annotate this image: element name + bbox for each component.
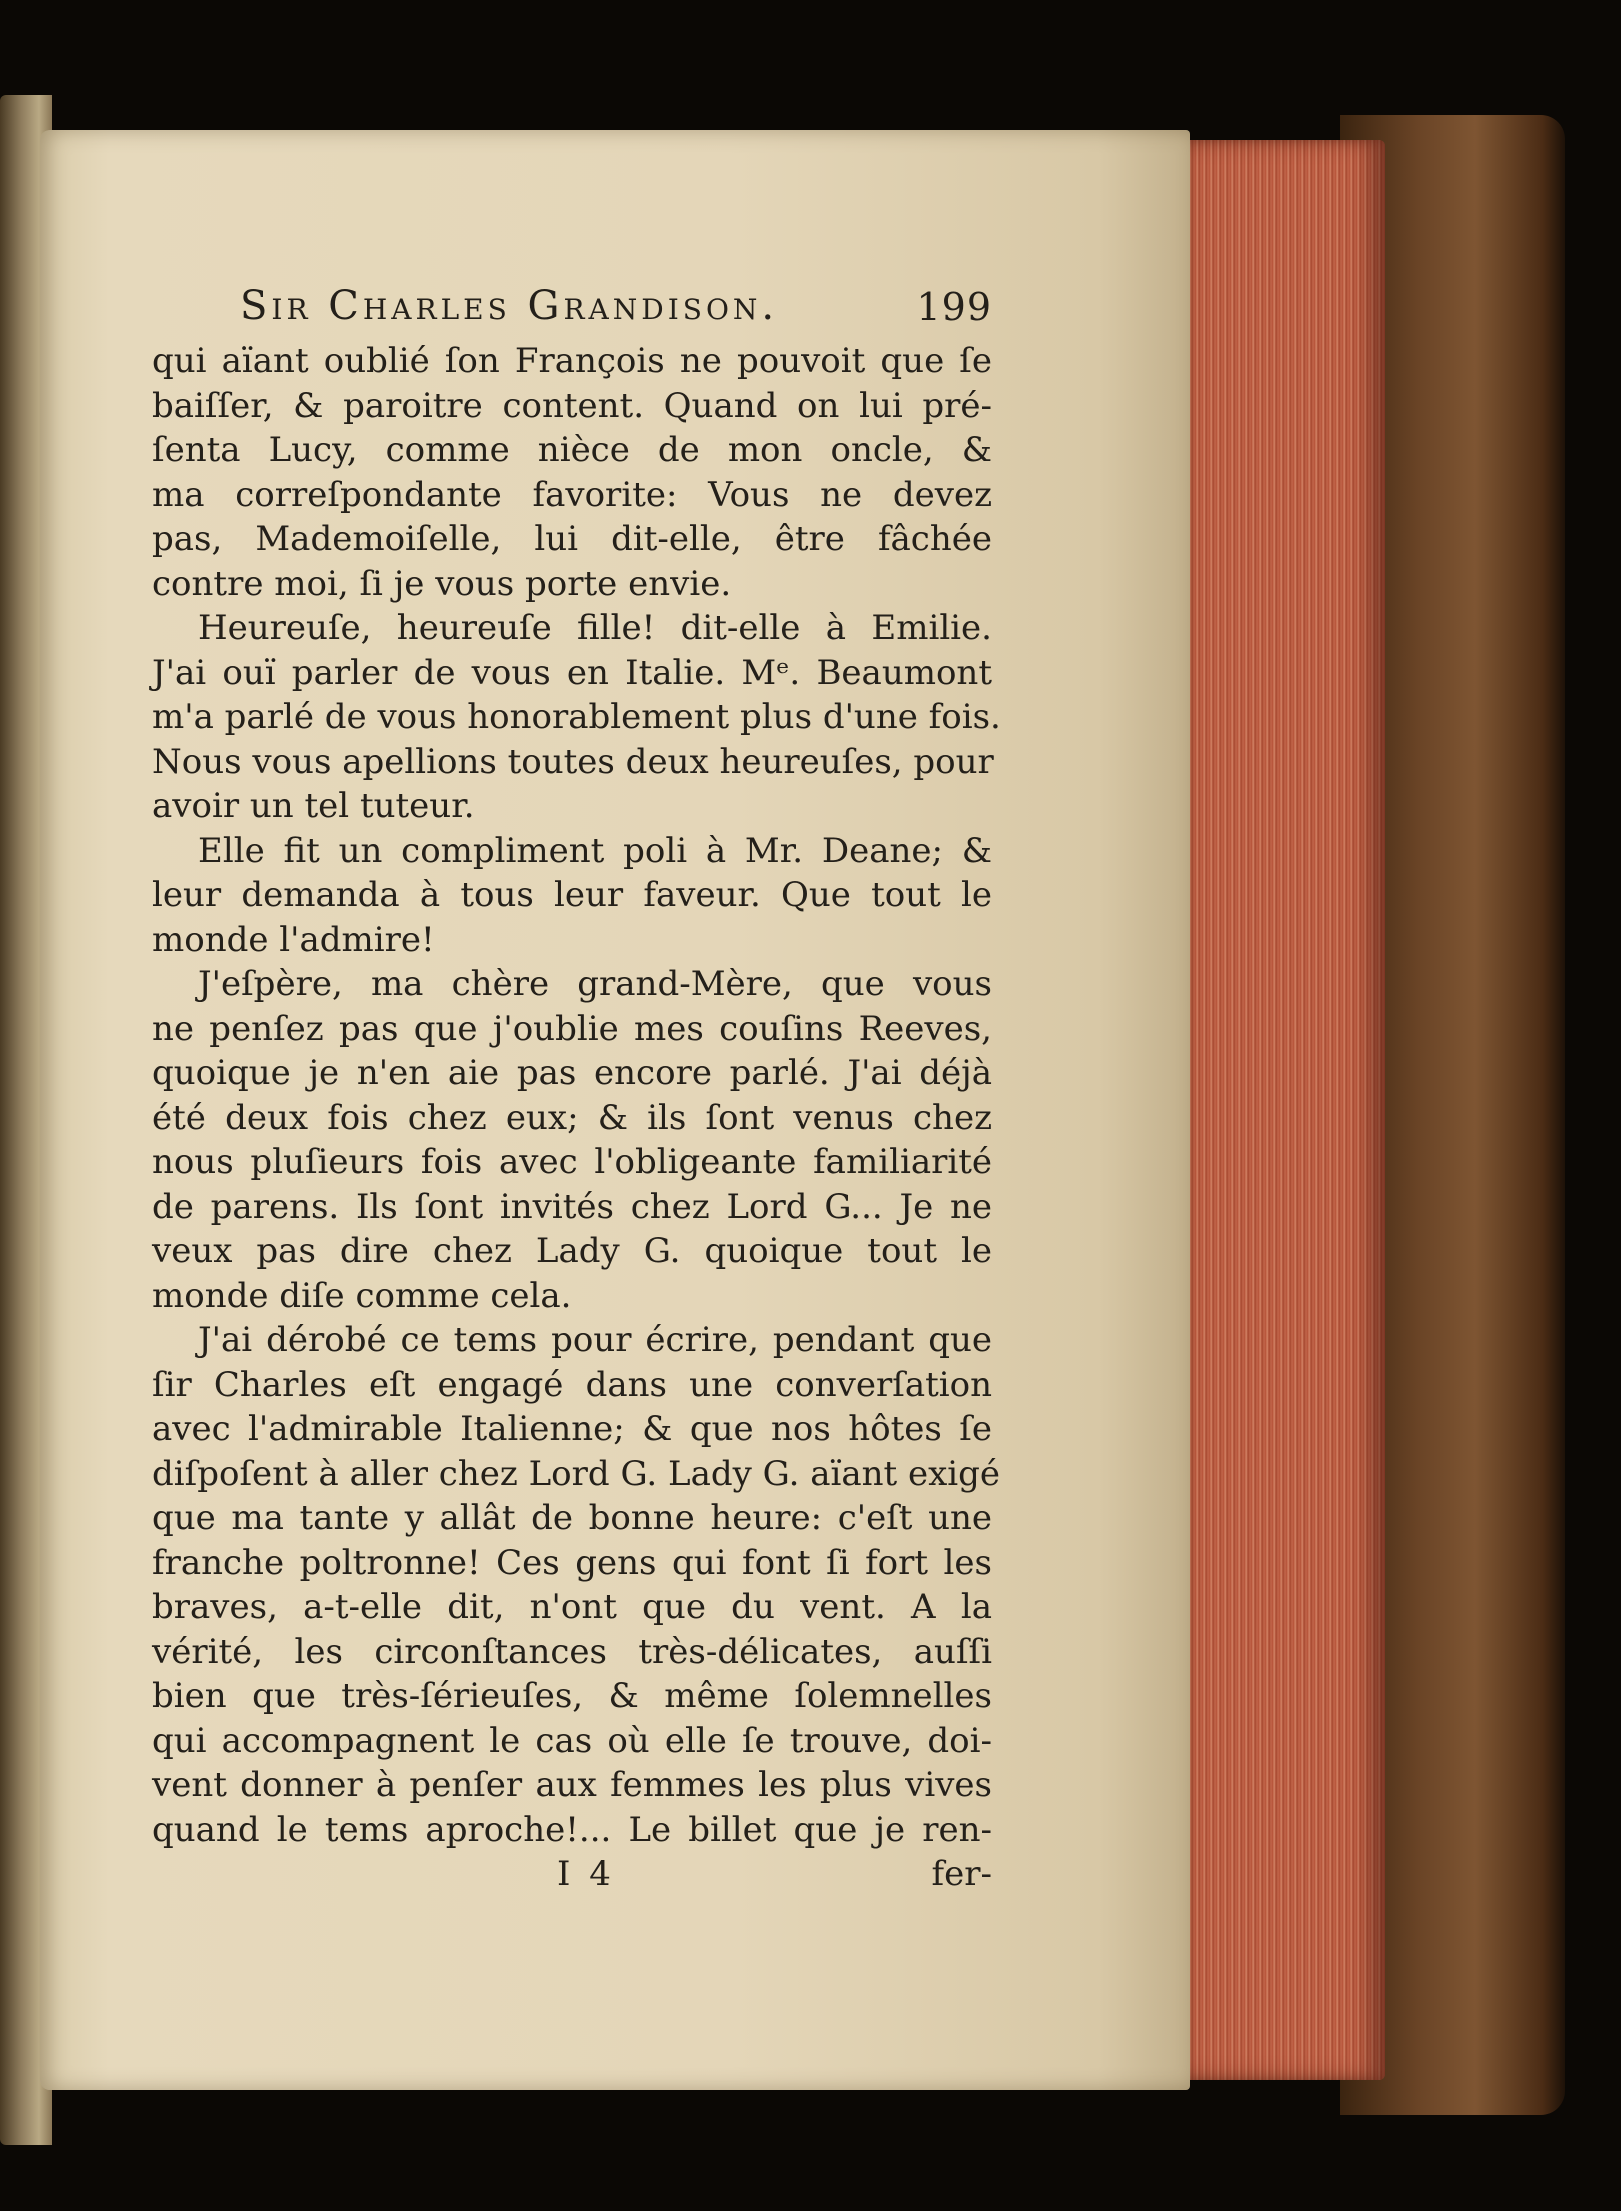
text-line: bien que très-ſérieuſes, & même ſolemnelles <box>152 1676 992 1716</box>
running-title: Sir Charles Grandison. <box>240 283 779 329</box>
text-line: Elle fit un compliment poli à Mr. Deane; & <box>198 830 992 871</box>
text-line: J'ai dérobé ce tems pour écrire, pendant que <box>198 1320 992 1360</box>
text-line: vérité, les circonſtances très-délicates, auſſi <box>152 1631 992 1672</box>
text-line: qui accompagnent le cas où elle ſe trouve, doi- <box>152 1720 992 1761</box>
text-line: ſir Charles eſt engagé dans une converſation <box>152 1364 992 1405</box>
text-line: que ma tante y allât de bonne heure: c'eſt une <box>152 1498 992 1538</box>
text-line: été deux fois chez eux; & ils ſont venus chez <box>152 1097 992 1138</box>
text-line: Heureuſe, heureuſe fille! dit-elle à Emilie. <box>198 608 992 648</box>
text-line: vent donner à penſer aux femmes les plus vives <box>152 1765 992 1805</box>
page-number: 199 <box>916 285 992 329</box>
page-footer <box>152 1852 992 1896</box>
signature-mark: I 4 <box>557 1854 615 1894</box>
text-line: avec l'admirable Italienne; & que nos hôtes ſe <box>152 1409 992 1449</box>
text-line: pas, Mademoiſelle, lui dit-elle, être fâchée <box>152 519 992 559</box>
text-line: monde diſe comme cela. <box>152 1275 572 1316</box>
text-line: avoir un tel tuteur. <box>152 786 475 826</box>
text-line: m'a parlé de vous honorablement plus d'une fois. <box>152 697 1001 737</box>
text-line: J'eſpère, ma chère grand-Mère, que vous <box>198 964 992 1004</box>
body-text <box>152 339 1001 1852</box>
text-line: ma correſpondante favorite: Vous ne devez <box>152 474 992 515</box>
text-line: baiſſer, & paroitre content. Quand on lui pré- <box>152 385 992 426</box>
text-line: J'ai ouï parler de vous en Italie. Mᵉ. Beaumont <box>152 652 992 693</box>
catchword: fer- <box>931 1854 992 1894</box>
text-line: ne penſez pas que j'oublie mes couſins Reeves, <box>152 1008 992 1049</box>
text-line: quoique je n'en aie pas encore parlé. J'ai déjà <box>152 1053 992 1093</box>
text-line: contre moi, ſi je vous porte envie. <box>152 563 732 604</box>
text-line: leur demanda à tous leur faveur. Que tout le <box>152 875 992 915</box>
text-line: franche poltronne! Ces gens qui font ſi fort les <box>152 1542 992 1583</box>
text-line: diſpoſent à aller chez Lord G. Lady G. aïant exigé <box>152 1453 1001 1494</box>
text-line: veux pas dire chez Lady G. quoique tout le <box>152 1231 992 1271</box>
text-line: braves, a-t-elle dit, n'ont que du vent. A la <box>152 1587 992 1627</box>
text-line: ſenta Lucy, comme nièce de mon oncle, & <box>152 430 992 470</box>
text-line: nous pluſieurs fois avec l'obligeante familiarité <box>152 1142 992 1182</box>
text-line: monde l'admire! <box>152 919 435 960</box>
running-head <box>152 283 992 339</box>
text-line: qui aïant oublié ſon François ne pouvoit que ſe <box>152 341 992 381</box>
text-line: quand le tems aproche!... Le billet que je ren- <box>152 1809 992 1850</box>
page-edges <box>1185 140 1385 2080</box>
text-line: de parens. Ils ſont invités chez Lord G... Je ne <box>152 1186 992 1227</box>
text-block <box>152 283 1001 1896</box>
text-line: Nous vous apellions toutes deux heureuſes, pour <box>152 741 994 782</box>
